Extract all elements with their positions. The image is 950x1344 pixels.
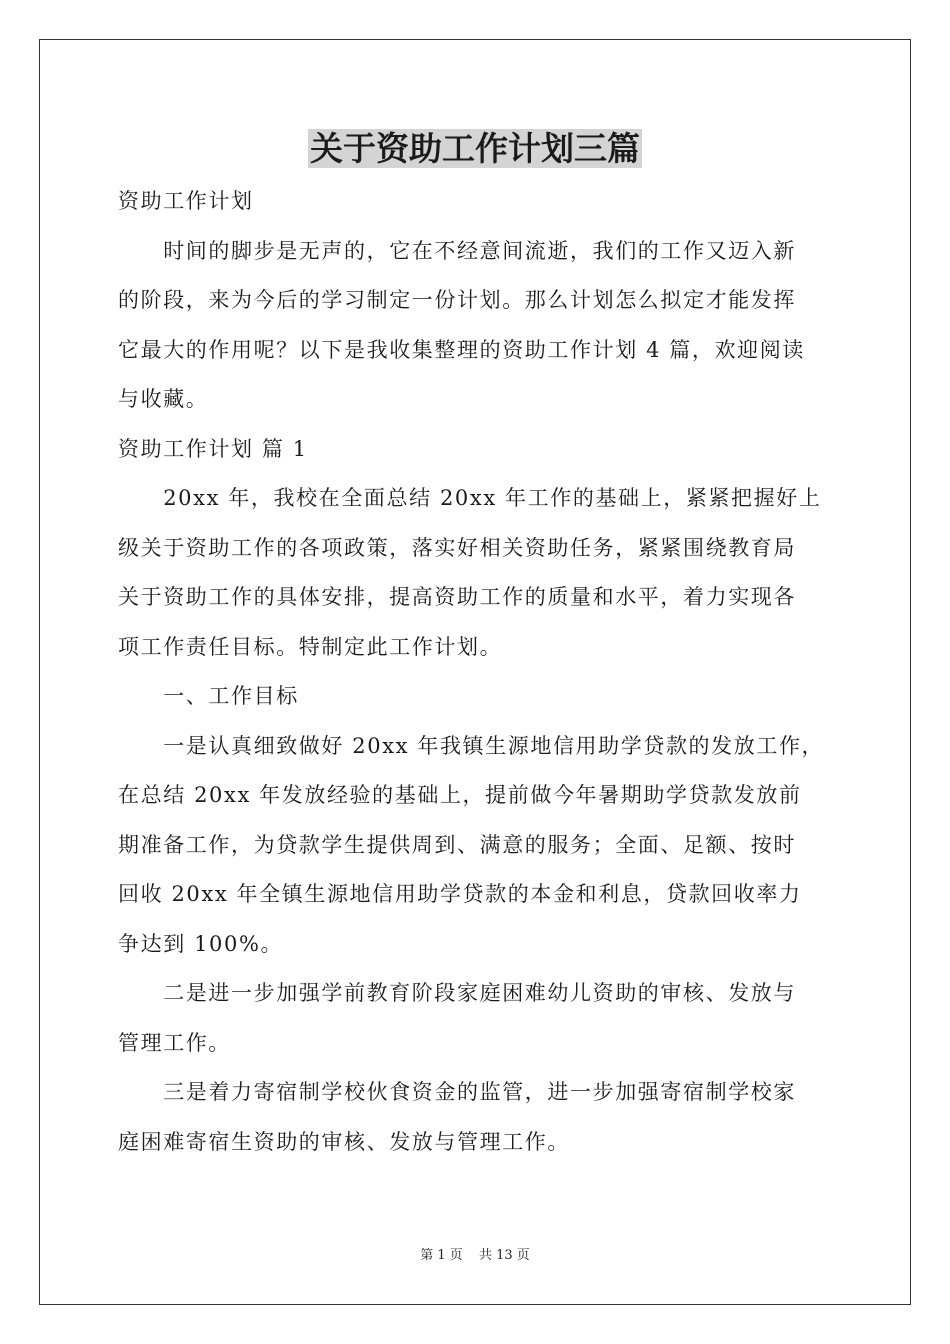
text-line: 争达到 100%。 [118, 931, 284, 956]
document-title [0, 128, 950, 170]
body-paragraph [118, 969, 840, 1068]
subsection-heading [118, 672, 840, 722]
section-heading [118, 425, 840, 475]
text-line: 三是着力寄宿制学校伙食资金的监管，进一步加强寄宿制学校家 [118, 1080, 796, 1104]
text-line: 项工作责任目标。特制定此工作计划。 [118, 634, 503, 659]
text-line: 时间的脚步是无声的，它在不经意间流逝，我们的工作又迈入新 [118, 238, 796, 263]
page-footer [0, 1247, 950, 1265]
page-number: 第 1 页 [420, 1248, 463, 1263]
document-body [118, 177, 840, 1167]
section-heading [118, 177, 840, 227]
text-line: 资助工作计划 [118, 189, 254, 213]
text-line: 关于资助工作的具体安排，提高资助工作的质量和水平，着力实现各 [118, 585, 796, 609]
text-line: 庭困难寄宿生资助的审核、发放与管理工作。 [118, 1129, 570, 1154]
text-line: 与收藏。 [118, 387, 209, 411]
text-line: 资助工作计划 篇 1 [118, 436, 308, 461]
page-total: 共 13 页 [478, 1248, 530, 1263]
text-line: 级关于资助工作的各项政策，落实好相关资助任务，紧紧围绕教育局 [118, 535, 796, 560]
text-line: 回收 20xx 年全镇生源地信用助学贷款的本金和利息，贷款回收率力 [118, 882, 802, 906]
text-line: 一是认真细致做好 20xx 年我镇生源地信用助学贷款的发放工作， [118, 733, 825, 758]
text-line: 期准备工作，为贷款学生提供周到、满意的服务；全面、足额、按时 [118, 832, 796, 857]
document-title-text: 关于资助工作计划三篇 [310, 129, 640, 168]
text-line: 20xx 年，我校在全面总结 20xx 年工作的基础上，紧紧把握好上 [118, 486, 822, 510]
body-paragraph [118, 474, 840, 672]
text-line: 的阶段，来为今后的学习制定一份计划。那么计划怎么拟定才能发挥 [118, 288, 796, 312]
text-line: 在总结 20xx 年发放经验的基础上，提前做今年暑期助学贷款发放前 [118, 783, 802, 807]
text-line: 二是进一步加强学前教育阶段家庭困难幼儿资助的审核、发放与 [118, 981, 796, 1005]
intro-paragraph [118, 227, 840, 425]
body-paragraph [118, 1068, 840, 1167]
text-line: 它最大的作用呢？以下是我收集整理的资助工作计划 4 篇，欢迎阅读 [118, 337, 805, 362]
text-line: 一、工作目标 [118, 684, 299, 708]
body-paragraph [118, 722, 840, 970]
text-line: 管理工作。 [118, 1030, 231, 1055]
